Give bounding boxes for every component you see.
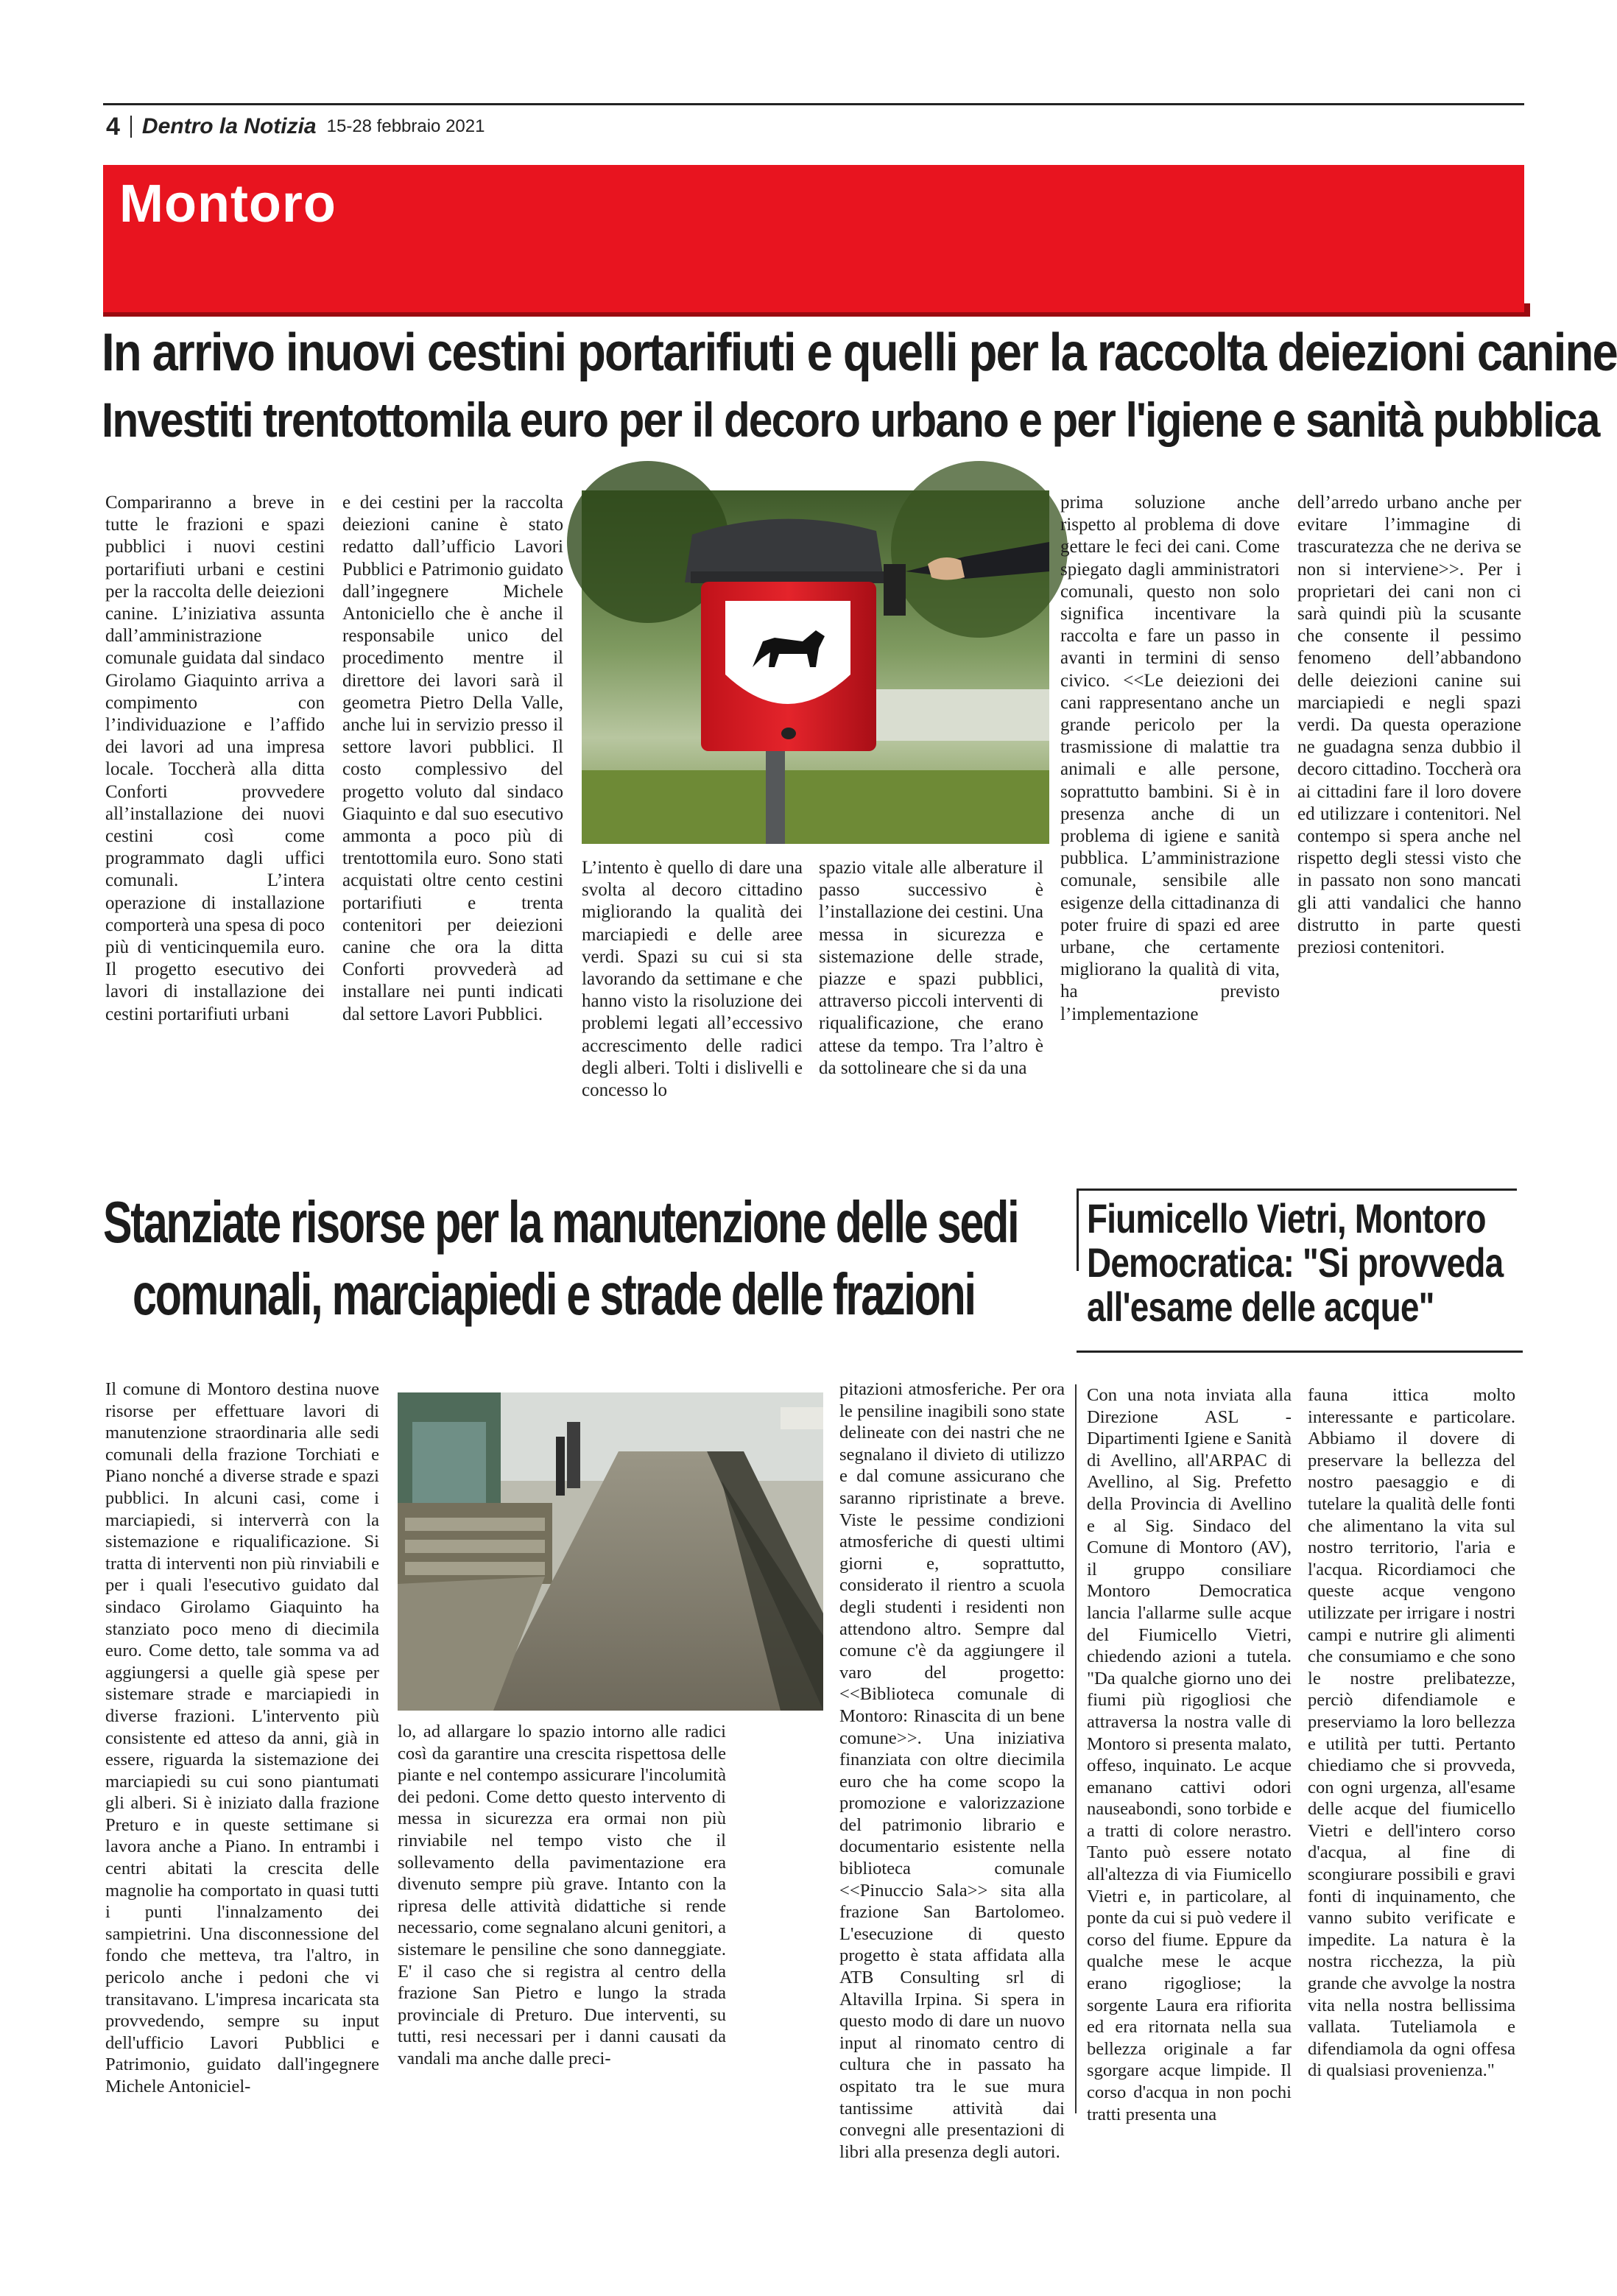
article1-column-3: L’intento è quello di dare una svolta al decoro cittadino migliorando la qualità dei marciapiedi e delle aree verdi. Spazi su cui si sta lavorando da settimane e che hanno visto la risoluzione dei problemi legati all’eccessivo accrescimento delle radici degli alberi. Tolti i dislivelli e concesso lo — [582, 858, 803, 1101]
article2-column-3: pitazioni atmosferiche. Per ora le pensiline inagibili sono state delineate con dei nastri che ne segnalano il divieto di utilizzo e dal comune assicurano che saranno ripristinate a breve. Viste le pessime condizioni atmosferiche di questi ultimi giorni e, soprattutto, considerato il rientro a scuola degli studenti i residenti non attendono altro. Sempre dal comune c'è da aggiungere il varo del progetto: <<Biblioteca comunale di Montoro: Rinascita di un bene comune>>. Una iniziativa finanziata con oltre diecimila euro che ha come scopo la promozione e valorizzazione del patrimonio librario e documentario esistente nella biblioteca comunale <<Pinuccio Sala>> sita alla frazione San Bartolomeo. L'esecuzione di questo progetto è stata affidata alla ATB Consulting srl di Altavilla Irpina. Si spera in questo modo di dare un nuovo input al rinomato centro di cultura che in passato ha ospitato tra le sue mura tantissime attività dai convegni alle presentazioni di libri alla presenza degli autori. — [839, 1379, 1065, 2162]
article1-headline: In arrivo inuovi cestini portarifiuti e quelli per la raccolta deiezioni canine — [102, 323, 1617, 382]
article2-headline-line2: comunali, marciapiedi e strade delle frazioni — [133, 1261, 975, 1327]
article3-headline-line2: Democratica: "Si provveda — [1087, 1239, 1504, 1286]
article1-column-4: spazio vitale alle alberature il passo successivo è l’installazione dei cestini. Una messa in sicurezza e sistemazione delle strade, piazze e spazi pubblici, attraverso piccoli interventi di riqualificazione, che erano attese da tempo. Tra l’altro è da sottolineare che si da una — [819, 858, 1043, 1078]
article3-column-1: Con una nota inviata alla Direzione ASL - Dipartimenti Igiene e Sanità di Avellino, all'ARPAC di Avellino, al Sig. Prefetto della Provincia di Avellino e al Sig. Sindaco del Comune di Montoro (AV), il gruppo consiliare Montoro Democratica lancia l'allarme sulle acque del Fiumicello Vietri, chiedendo azioni a tutela. "Da qualche giorno uno dei fiumi più rigogliosi che attraversa la nostra valle di Montoro si presenta malato, offeso, inquinato. Le acque emanano cattivi odori nauseabondi, sono torbide e a tratti di colore nerastro. Tanto può essere notato all'altezza di via Fiumicello Vietri e, in particolare, al ponte da cui si può vedere il corso del fiume. Eppure da qualche mese le acque erano rigogliose; la sorgente Laura era rifiorita ed era ritornata nella sua bellezza originale a far sgorgare acque limpide. Il corso d'acqua in non pochi tratti presenta una — [1087, 1385, 1292, 2124]
article1-subheadline: Investiti trentottomila euro per il decoro urbano e per l'igiene e sanità pubblica — [102, 392, 1599, 447]
article2-column-1: Il comune di Montoro destina nuove risorse per effettuare lavori di manutenzione straordinaria alle sedi comunali della frazione Torchiati e Piano nonché a diverse strade e spazi pubblici. In alcuni casi, come i marciapiedi, si interverrà con la sistemazione e riqualificazione. Si tratta di interventi non più rinviabili e per i quali l'esecutivo guidato dal sindaco Girolamo Giaquinto ha stanziato poco meno di diecimila euro. Come detto, tale somma va ad aggiungersi a quelle già spese per sistemare strade e marciapiedi in diverse frazioni. L'intervento più consistente ed atteso da anni, già in essere, riguarda la sistemazione dei marciapiedi su cui sono piantumati gli alberi. Si è iniziato dalla frazione Preturo e in queste settimane si lavora anche a Piano. In entrambi i centri abitati la crescita delle magnolie ha comportato in quasi tutti i punti l'innalzamento dei sampietrini. Una disconnessione del fondo che metteva, tra l'altro, in pericolo anche i pedoni che vi transitavano. L'impresa incaricata sta provvedendo, sempre su input dell'ufficio Lavori Pubblici e Patrimonio, guidato dall'ingegnere Michele Antoniciel- — [105, 1379, 379, 2096]
top-rule — [103, 103, 1524, 105]
article2-column-2: lo, ad allargare lo spazio intorno alle radici così da garantire una crescita rispettosa delle piante e nel contempo assicurare l'incolumità dei pedoni. Come detto questo intervento di messa in sicurezza era ormai non più rinviabile nel tempo visto che il sollevamento della pavimentazione era divenuto sempre più grave. Intanto con la ripresa delle attività didattiche si rende necessario, come segnalano alcuni genitori, a sistemare le pensiline che sono danneggiate. E' il caso che si registra al centro della frazione San Pietro e lungo la strada provinciale di Preturo. Due interventi, su tutti, resi necessari per i danni causati da vandali ma anche dalle preci- — [398, 1722, 726, 2068]
article3-column-2: fauna ittica molto interessante e particolare. Abbiamo il dovere di preservare la bellezza del nostro paesaggio e di tutelare la qualità delle fonti che alimentano la vita sul nostro territorio, l'aria e l'acqua. Ricordiamoci che queste acque vengono utilizzate per irrigare i nostri campi e nutrire gli alimenti che consumiamo e che sono le nostre prelibatezze, perciò difendiamole e preserviamo la loro bellezza e utilità per tutti. Pertanto chiediamo che si provveda, con ogni urgenza, all'esame delle acque del fiumicello Vietri e dell'intero corso d'acqua, al fine di scongiurare possibili e gravi fonti di inquinamento, che vanno subito verificate e impedite. La natura è la nostra ricchezza, la più grande che avvolge la nostra vita nella nostra bellissima vallata. Tuteliamola e difendiamola da ogni offesa di qualsiasi provenienza." — [1308, 1385, 1515, 2081]
page-number: 4 — [106, 112, 120, 141]
article3-headline-line3: all'esame delle acque" — [1087, 1283, 1434, 1330]
sidebar-left-rule — [1077, 1189, 1079, 1271]
issue-date: 15-28 febbraio 2021 — [326, 116, 485, 136]
article1-column-6: dell’arredo urbano anche per evitare l’immagine di trascuratezza che ne deriva se non si interviene>>. Per i proprietari dei cani non ci sarà quindi più la scusante che consente il pessimo fenomeno dell’abbandono delle deiezioni canine sui marciapiedi e negli spazi verdi. Da questa operazione ne guadagna senza dubbio il decoro cittadino. Toccherà ora ai cittadini fare il loro dovere ed utilizzare i contenitori. Nel contempo si spera anche nel rispetto degli stessi visto che in passato non sono mancati gli atti vandalici che hanno distrutto in parte questi preziosi contenitori. — [1297, 493, 1521, 958]
article1-column-5: prima soluzione anche rispetto al problema di dove gettare le feci dei cani. Come spiegato dagli amministratori comunali, questo non solo significa incentivare la raccolta e fare un passo in avanti in termini di senso civico. <<Le deiezioni dei cani rappresentano anche un grande pericolo per la trasmissione di malattie tra animali e alle persone, soprattutto bambini. Si è in presenza anche di un problema di igiene e sanità pubblica. L’amministrazione comunale, sensibile alle esigenze della cittadinanza di poter fruire di spazi ed aree urbane, che certamente migliorano la qualità di vita, ha previsto l’implementazione — [1060, 493, 1280, 1024]
article1-column-2: e dei cestini per la raccolta deiezioni canine è stato redatto dall’ufficio Lavori Pubblici e Patrimonio guidato dall’ingegnere Michele Antoniciello che è anche il responsabile unico del procedimento mentre il direttore dei lavori sarà il geometra Pietro Della Valle, anche lui in servizio presso il settore lavori pubblici. Il costo complessivo del progetto voluto dal sindaco Giaquinto e dal suo esecutivo ammonta a poco più di trentottomila euro. Sono stati acquistati oltre cento cestini portarifiuti e trenta contenitori per deiezioni canine che ora la ditta Conforti provvederà ad installare nei punti indicati dal settore Lavori Pubblici. — [342, 493, 563, 1024]
header-separator — [130, 116, 132, 138]
article3-headline-line1: Fiumicello Vietri, Montoro — [1087, 1195, 1486, 1242]
sidebar-bottom-rule — [1077, 1351, 1523, 1353]
sidebar-divider — [1075, 1384, 1077, 2113]
page-header — [106, 112, 485, 141]
sidebar-top-rule — [1077, 1189, 1517, 1191]
article1-column-1: Compariranno a breve in tutte le frazioni e spazi pubblici i nuovi cestini portarifiuti urbani e cestini per la raccolta delle deiezioni canine. L’iniziativa assunta dall’amministrazione comunale guidata dal sindaco Girolamo Giaquinto arriva a compimento con l’individuazione e l’affido dei lavori ad una impresa locale. Toccherà alla ditta Conforti provvedere all’installazione dei nuovi cestini così come programmato dagli uffici comunali. L’intera operazione di installazione comporterà una spesa di poco più di venticinquemila euro. Il progetto esecutivo dei lavori di installazione dei cestini portarifiuti urbani — [105, 493, 325, 1024]
article2-headline-line1: Stanziate risorse per la manutenzione delle sedi — [103, 1189, 1018, 1255]
section-label: Montoro — [119, 175, 337, 233]
dog-waste-bin-photo — [582, 490, 1049, 844]
publication-title: Dentro la Notizia — [141, 114, 317, 138]
sidewalk-photo — [398, 1392, 823, 1711]
